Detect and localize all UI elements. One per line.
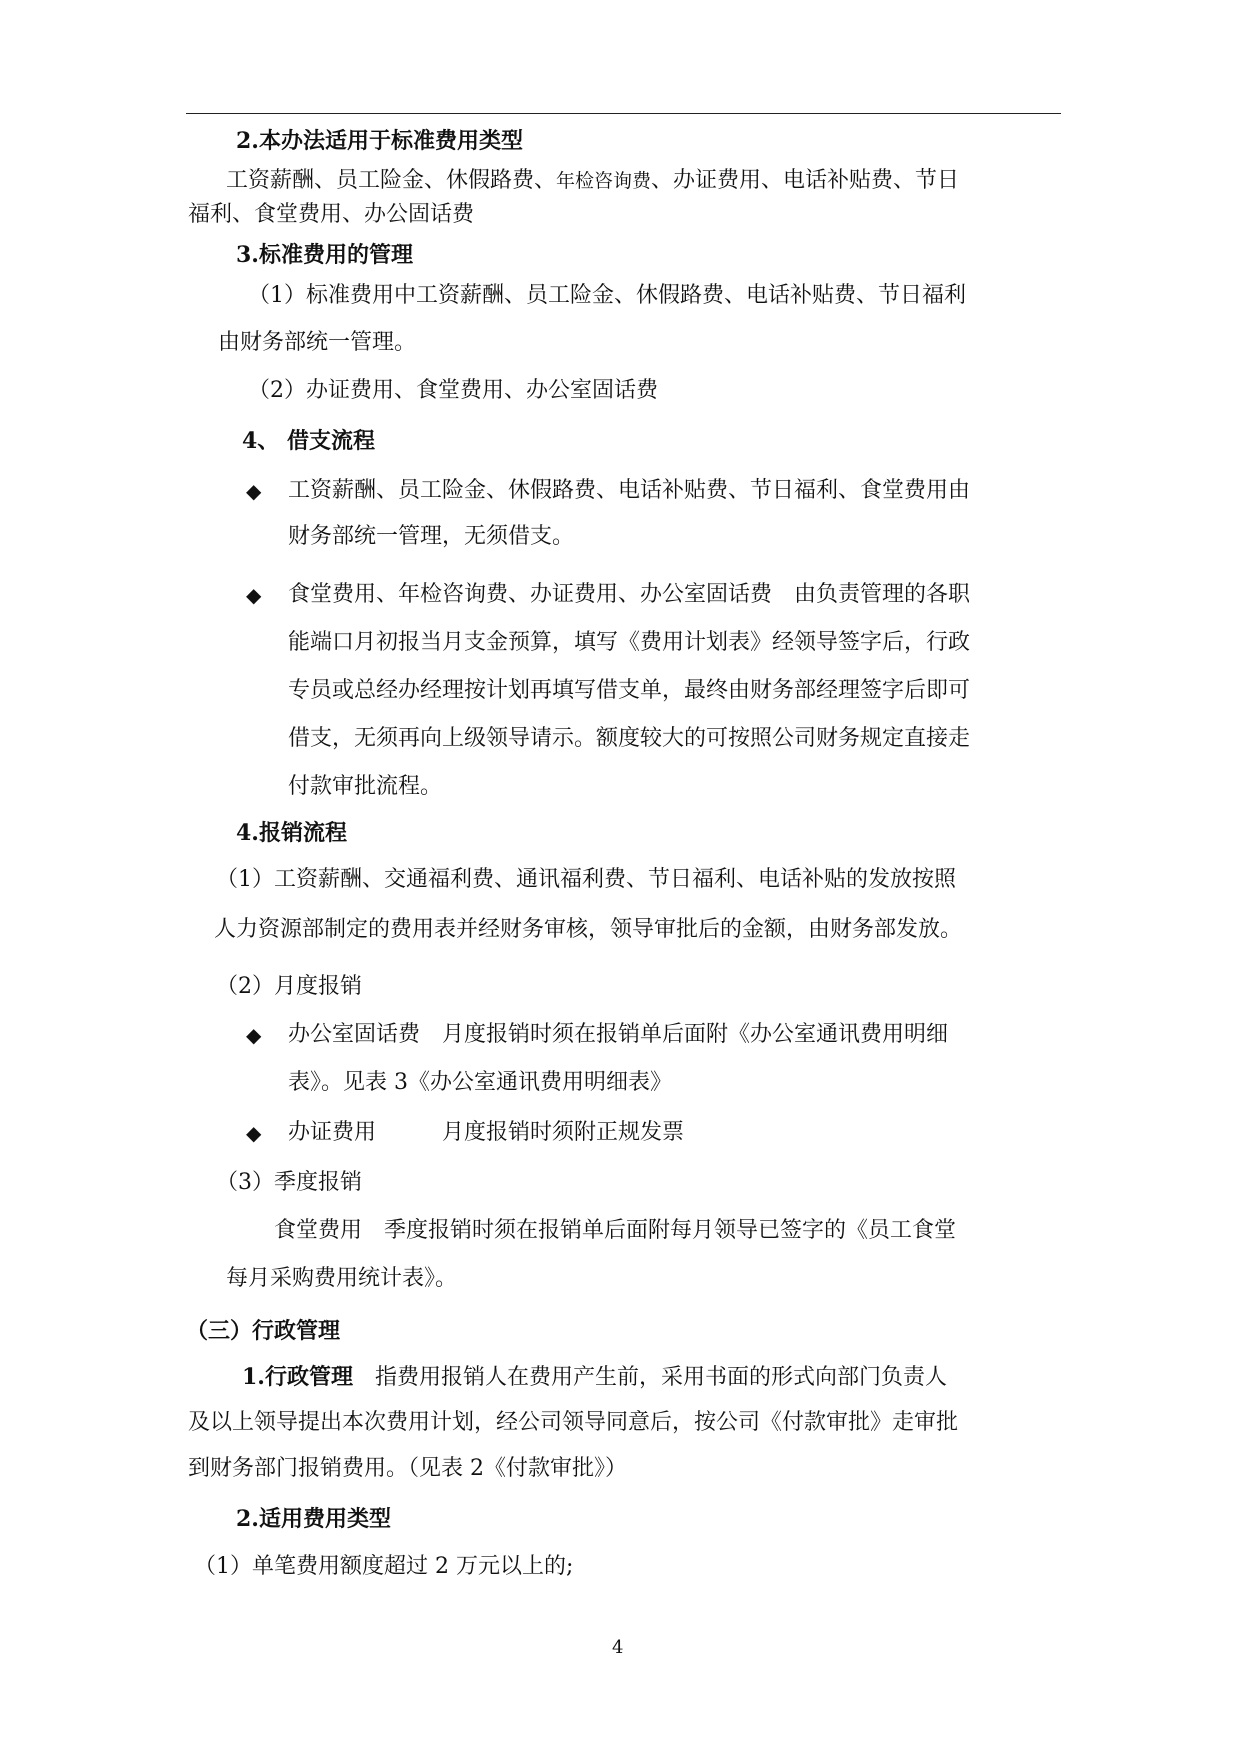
paragraph-line: （2）月度报销 bbox=[216, 974, 362, 999]
list-item: 办公室固话费 月度报销时须在报销单后面附《办公室通讯费用明细 bbox=[288, 1022, 949, 1047]
paragraph-line: 由财务部统一管理。 bbox=[218, 330, 417, 355]
list-item: 工资薪酬、员工险金、休假路费、电话补贴费、节日福利、食堂费用由 bbox=[288, 478, 971, 503]
section-heading-3: 3.标准费用的管理 bbox=[236, 242, 413, 268]
paragraph-line: 1.行政管理 指费用报销人在费用产生前，采用书面的形式向部门负责人 bbox=[242, 1364, 947, 1390]
section-heading-5: 4.报销流程 bbox=[236, 820, 347, 846]
section-heading-admin-2: 2.适用费用类型 bbox=[236, 1506, 391, 1532]
bullet-diamond-icon: ◆ bbox=[246, 1121, 262, 1145]
section-heading-2: 2.本办法适用于标准费用类型 bbox=[236, 128, 523, 154]
paragraph-line: 每月采购费用统计表》。 bbox=[226, 1266, 458, 1291]
list-item: 表》。见表 3《办公室通讯费用明细表》 bbox=[288, 1070, 672, 1095]
paragraph-line: 食堂费用 季度报销时须在报销单后面附每月领导已签字的《员工食堂 bbox=[274, 1218, 957, 1243]
list-item: 办证费用 月度报销时须附正规发票 bbox=[288, 1120, 685, 1145]
paragraph-line: 及以上领导提出本次费用计划，经公司领导同意后，按公司《付款审批》走审批 bbox=[188, 1410, 959, 1435]
page-number: 4 bbox=[612, 1637, 624, 1658]
paragraph-line: 到财务部门报销费用。（见表 2《付款审批》） bbox=[188, 1456, 627, 1481]
paragraph-line: 工资薪酬、员工险金、休假路费、年检咨询费、办证费用、电话补贴费、节日 bbox=[226, 168, 960, 193]
paragraph-line: （1）标准费用中工资薪酬、员工险金、休假路费、电话补贴费、节日福利 bbox=[248, 283, 966, 308]
paragraph-line: 人力资源部制定的费用表并经财务审核，领导审批后的金额，由财务部发放。 bbox=[214, 917, 963, 942]
section-heading-admin: （三）行政管理 bbox=[186, 1318, 341, 1344]
list-item: 能端口月初报当月支金预算，填写《费用计划表》经领导签字后，行政 bbox=[288, 630, 971, 655]
paragraph-line: （1）单笔费用额度超过 2 万元以上的; bbox=[194, 1554, 574, 1579]
list-item: 付款审批流程。 bbox=[288, 774, 443, 799]
paragraph-line: （2）办证费用、食堂费用、办公室固话费 bbox=[248, 378, 658, 403]
paragraph-line: （1）工资薪酬、交通福利费、通讯福利费、节日福利、电话补贴的发放按照 bbox=[216, 867, 956, 892]
list-item: 财务部统一管理，无须借支。 bbox=[288, 524, 575, 549]
list-item: 食堂费用、年检咨询费、办证费用、办公室固话费 由负责管理的各职 bbox=[288, 582, 971, 607]
list-item: 专员或总经办经理按计划再填写借支单，最终由财务部经理签字后即可 bbox=[288, 678, 971, 703]
section-heading-4: 4、 借支流程 bbox=[242, 428, 375, 454]
list-item: 借支，无须再向上级领导请示。额度较大的可按照公司财务规定直接走 bbox=[288, 726, 971, 751]
paragraph-line: 福利、食堂费用、办公固话费 bbox=[188, 202, 475, 227]
bullet-diamond-icon: ◆ bbox=[246, 583, 262, 607]
paragraph-line: （3）季度报销 bbox=[216, 1170, 362, 1195]
bullet-diamond-icon: ◆ bbox=[246, 1023, 262, 1047]
header-rule bbox=[186, 113, 1061, 114]
bullet-diamond-icon: ◆ bbox=[246, 479, 262, 503]
